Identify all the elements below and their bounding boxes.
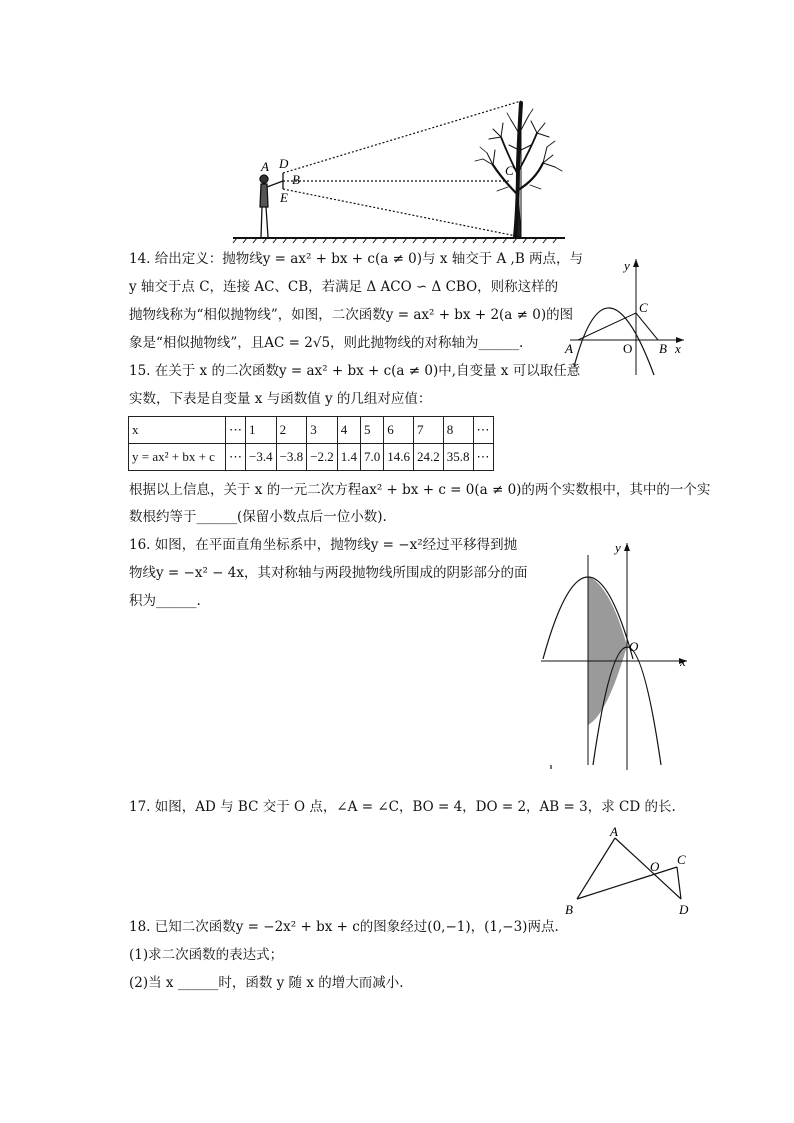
- label-a: A: [261, 159, 269, 174]
- table-row: [129, 417, 494, 444]
- q16-graph: [535, 535, 695, 773]
- q14-label-a: A: [565, 341, 573, 356]
- q15-line-2: 实数，下表是自变量 x 与函数值 y 的几组对应值：: [129, 391, 432, 407]
- q14-line-1: 14. 给出定义：抛物线y = ax² + bx + c(a ≠ 0)与 x 轴交于 A ,B 两点，与: [129, 251, 584, 267]
- q14-label-b: B: [659, 341, 667, 356]
- table-cell: 35.8: [443, 444, 473, 471]
- label-b: B: [292, 172, 300, 187]
- table-cell: 8: [443, 417, 473, 444]
- q15-line-1: 15. 在关于 x 的二次函数y = ax² + bx + c(a ≠ 0)中,自变量 x 可以取任意: [129, 363, 581, 379]
- table-cell: −3.4: [246, 444, 277, 471]
- q14-line-2: y 轴交于点 C，连接 AC、CB，若满足 Δ ACO ∽ Δ CBO，则称这样的: [129, 279, 559, 295]
- table-cell: 6: [384, 417, 414, 444]
- q16-label-y: y: [615, 540, 621, 555]
- q17-label-d: D: [679, 902, 689, 917]
- q18-line-2: (1)求二次函数的表达式；: [129, 947, 284, 963]
- q16-line-1: 16. 如图，在平面直角坐标系中，抛物线y = −x²经过平移得到抛: [129, 537, 518, 553]
- q17-label-o: O: [650, 859, 660, 874]
- q14-graph: [562, 255, 692, 380]
- value-table: [128, 416, 494, 471]
- table-cell: ⋯: [473, 417, 493, 444]
- table-cell: x: [129, 417, 226, 444]
- table-cell: −2.2: [307, 444, 338, 471]
- table-cell: 7.0: [361, 444, 384, 471]
- table-cell: ⋯: [473, 444, 493, 471]
- q17-label-a: A: [610, 824, 618, 839]
- q14-label-x: x: [675, 341, 681, 356]
- table-cell: 4: [337, 417, 360, 444]
- tree-icon: [475, 103, 562, 237]
- table-cell: 5: [361, 417, 384, 444]
- q17-figure: [560, 822, 700, 922]
- table-cell: 24.2: [414, 444, 444, 471]
- q18-line-1: 18. 已知二次函数y = −2x² + bx + c的图象经过(0,−1)，(1,−3)两点.: [129, 919, 559, 935]
- q14-label-y: y: [624, 258, 630, 273]
- label-c: C: [505, 163, 514, 178]
- q14-line-4: 象是“相似抛物线”，且AC = 2√5，则此抛物线的对称轴为______.: [129, 335, 524, 351]
- q18-line-3: (2)当 x ______时，函数 y 随 x 的增大而减小.: [129, 975, 404, 991]
- q14-label-c: C: [639, 300, 648, 315]
- q14-line-3: 抛物线称为“相似抛物线”，如图，二次函数y = ax² + bx + 2(a ≠ 0)的图: [129, 307, 574, 323]
- label-e: E: [280, 190, 288, 205]
- q17-label-b: B: [565, 902, 573, 917]
- table-cell: 14.6: [384, 444, 414, 471]
- q16-label-x: x: [680, 654, 686, 669]
- table-cell: ⋯: [226, 444, 246, 471]
- q17-label-c: C: [677, 852, 686, 867]
- table-cell: ⋯: [226, 417, 246, 444]
- q15-line-3: 根据以上信息，关于 x 的一元二次方程ax² + bx + c = 0(a ≠ 0)的两个实数根中，其中的一个实: [129, 482, 711, 498]
- table-cell: 1: [246, 417, 277, 444]
- label-d: D: [279, 156, 289, 171]
- table-row: [129, 444, 494, 471]
- table-cell: 1.4: [337, 444, 360, 471]
- table-cell: 2: [276, 417, 307, 444]
- table-cell: 7: [414, 417, 444, 444]
- q15-line-4: 数根约等于______(保留小数点后一位小数).: [129, 509, 387, 525]
- person-icon: [260, 173, 283, 237]
- q16-line-2: 物线y = −x² − 4x，其对称轴与两段抛物线所围成的阴影部分的面: [129, 565, 528, 581]
- q16-line-3: 积为______.: [129, 593, 201, 609]
- q16-label-o: O: [629, 639, 639, 654]
- table-cell: −3.8: [276, 444, 307, 471]
- q14-label-o: O: [623, 341, 633, 356]
- tree-measurement-figure: [225, 95, 570, 245]
- table-cell: y = ax² + bx + c: [129, 444, 226, 471]
- table-cell: 3: [307, 417, 338, 444]
- q17-line-1: 17. 如图，AD 与 BC 交于 O 点，∠A = ∠C，BO = 4，DO = 2，AB = 3，求 CD 的长.: [129, 799, 676, 815]
